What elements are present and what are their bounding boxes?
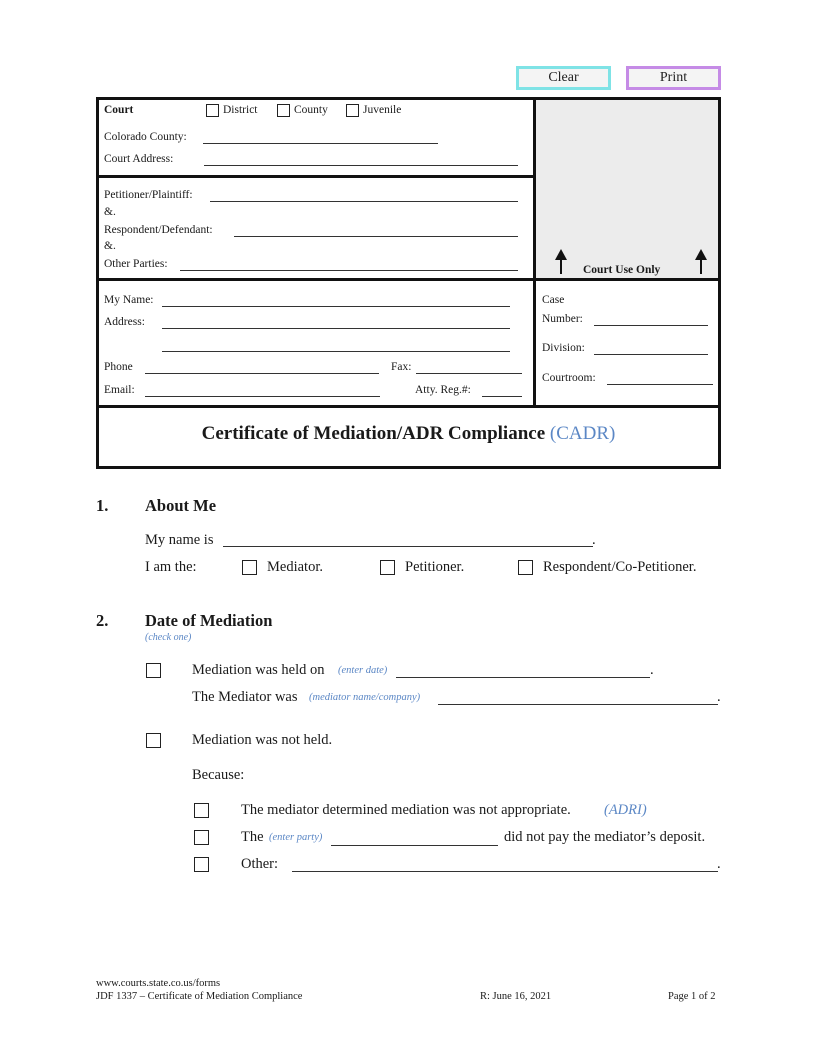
court-label: Court (104, 104, 134, 116)
other-parties-field[interactable] (180, 270, 518, 271)
courtroom-field[interactable] (607, 384, 713, 385)
phone-field[interactable] (145, 373, 379, 374)
division-field[interactable] (594, 354, 708, 355)
address-field-1[interactable] (162, 328, 510, 329)
up-arrow-icon (693, 249, 709, 275)
court-address-label: Court Address: (104, 153, 174, 165)
address-label: Address: (104, 316, 145, 328)
mediation-date-field[interactable] (396, 677, 650, 678)
footer-form-id: JDF 1337 – Certificate of Mediation Compliance (96, 991, 303, 1002)
form-title (99, 423, 718, 445)
form-title-main: Certificate of Mediation/ADR Compliance (201, 423, 546, 444)
not-appropriate-label: The mediator determined mediation was not appropriate. (241, 802, 571, 818)
case-label: Case (542, 294, 565, 306)
section-1-heading: About Me (145, 496, 217, 515)
print-button[interactable]: Print (626, 66, 721, 90)
caption-vertical-divider (533, 97, 536, 408)
footer-url: www.courts.state.co.us/forms (96, 978, 221, 989)
mediator-was-label: The Mediator was (192, 689, 298, 705)
mediator-checkbox[interactable] (242, 560, 257, 575)
check-one-hint: (check one) (145, 632, 192, 643)
mediation-not-held-label: Mediation was not held. (192, 732, 333, 748)
other-reason-checkbox[interactable] (194, 857, 209, 872)
respondent-field[interactable] (234, 236, 518, 237)
section-1-name-field[interactable] (223, 546, 593, 547)
form-code: (CADR) (549, 423, 616, 444)
caption-divider-3 (96, 405, 721, 408)
juvenile-checkbox[interactable] (346, 104, 359, 117)
county-label: County (294, 104, 328, 116)
section-1-number: 1. (96, 496, 109, 515)
name-period: . (592, 532, 596, 548)
district-checkbox[interactable] (206, 104, 219, 117)
deposit-not-paid-checkbox[interactable] (194, 830, 209, 845)
case-number-field[interactable] (594, 325, 708, 326)
atty-reg-label: Atty. Reg.#: (415, 384, 471, 396)
and-label-1: &. (104, 206, 116, 218)
my-name-label: My Name: (104, 294, 154, 306)
colorado-county-field[interactable] (203, 143, 438, 144)
i-am-the-label: I am the: (145, 559, 197, 575)
party-field[interactable] (331, 845, 498, 846)
atty-reg-field[interactable] (482, 396, 522, 397)
and-label-2: &. (104, 240, 116, 252)
clear-button[interactable]: Clear (516, 66, 611, 90)
mediator-name-field[interactable] (438, 704, 718, 705)
juvenile-label: Juvenile (363, 104, 402, 116)
other-period: . (717, 856, 721, 872)
respondent-checkbox[interactable] (518, 560, 533, 575)
mediation-not-held-checkbox[interactable] (146, 733, 161, 748)
colorado-county-label: Colorado County: (104, 131, 187, 143)
my-name-is-label: My name is (145, 532, 214, 548)
section-2-heading: Date of Mediation (145, 611, 273, 630)
enter-date-hint: (enter date) (338, 665, 388, 676)
footer-page: Page 1 of 2 (668, 991, 716, 1002)
caption-divider-1 (96, 175, 534, 178)
other-parties-label: Other Parties: (104, 258, 168, 270)
email-label: Email: (104, 384, 135, 396)
footer-revision: R: June 16, 2021 (480, 991, 552, 1002)
date-period: . (650, 662, 654, 678)
enter-party-hint: (enter party) (269, 832, 323, 843)
district-label: District (223, 104, 258, 116)
not-appropriate-checkbox[interactable] (194, 803, 209, 818)
case-number-label: Number: (542, 313, 583, 325)
email-field[interactable] (145, 396, 380, 397)
other-reason-field[interactable] (292, 871, 718, 872)
petitioner-checkbox[interactable] (380, 560, 395, 575)
mediation-held-label: Mediation was held on (192, 662, 325, 678)
up-arrow-icon (553, 249, 569, 275)
deposit-label: did not pay the mediator’s deposit. (504, 829, 706, 845)
mediation-held-checkbox[interactable] (146, 663, 161, 678)
courtroom-label: Courtroom: (542, 372, 596, 384)
adri-code: (ADRI) (604, 802, 647, 818)
because-label: Because: (192, 767, 245, 783)
the-label: The (241, 829, 264, 845)
other-label: Other: (241, 856, 279, 872)
mediator-period: . (717, 689, 721, 705)
county-checkbox[interactable] (277, 104, 290, 117)
address-field-2[interactable] (162, 351, 510, 352)
respondent-label: Respondent/Defendant: (104, 224, 213, 236)
fax-label: Fax: (391, 361, 412, 373)
mediator-label: Mediator. (267, 559, 323, 575)
petitioner-role-label: Petitioner. (405, 559, 465, 575)
section-2-number: 2. (96, 611, 109, 630)
court-use-only-label: Court Use Only (583, 264, 661, 276)
mediator-name-hint: (mediator name/company) (309, 692, 421, 703)
division-label: Division: (542, 342, 585, 354)
court-address-field[interactable] (204, 165, 518, 166)
phone-label: Phone (104, 361, 133, 373)
respondent-role-label: Respondent/Co-Petitioner. (543, 559, 697, 575)
petitioner-field[interactable] (210, 201, 518, 202)
caption-divider-2 (96, 278, 721, 281)
my-name-field[interactable] (162, 306, 510, 307)
fax-field[interactable] (416, 373, 522, 374)
petitioner-label: Petitioner/Plaintiff: (104, 189, 193, 201)
